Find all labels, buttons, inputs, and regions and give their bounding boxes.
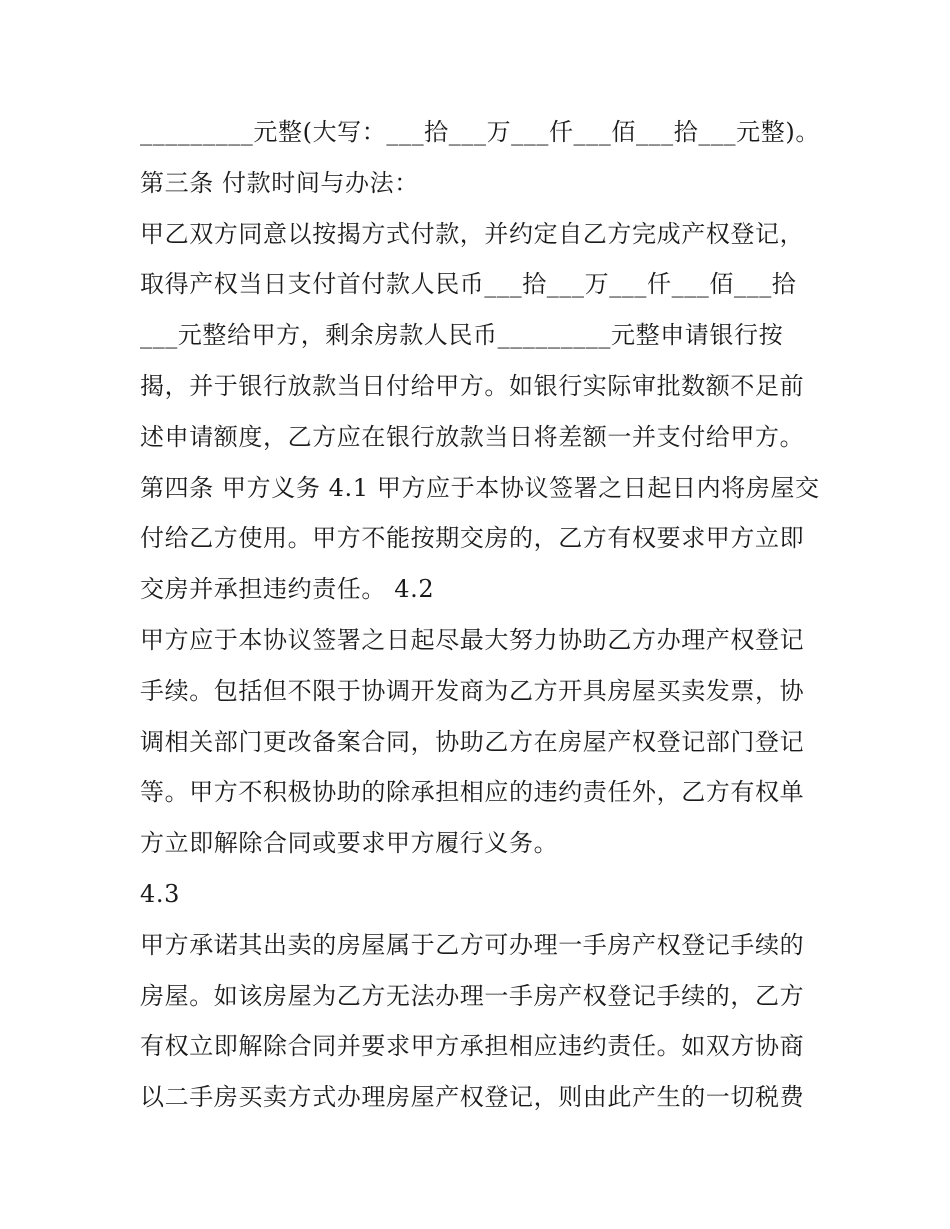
text-line: 有权立即解除合同并要求甲方承担相应违约责任。如双方协商 [140,1032,805,1061]
section-heading-article-3: 第三条 付款时间与办法： [140,168,419,197]
text-line: 揭，并于银行放款当日付给甲方。如银行实际审批数额不足前 [140,371,805,400]
contract-body [140,107,820,1123]
clause-number: 4.3 [140,879,180,908]
text-line: 取得产权当日支付首付款人民币___拾___万___仟___佰___拾 [140,270,797,299]
text-line: 等。甲方不积极协助的除承担相应的违约责任外，乙方有权单 [140,778,805,807]
text-line: 甲方承诺其出卖的房屋属于乙方可办理一手房产权登记手续的 [140,930,805,959]
text-line: 调相关部门更改备案合同，协助乙方在房屋产权登记部门登记 [140,727,805,756]
text-line: ___元整给甲方，剩余房款人民币_________元整申请银行按 [140,321,784,350]
section-heading-article-4: 第四条 甲方义务 4.1 甲方应于本协议签署之日起日内将房屋交 [140,473,820,502]
text-line: 方立即解除合同或要求甲方履行义务。 [140,829,559,858]
text-line: 房屋。如该房屋为乙方无法办理一手房产权登记手续的，乙方 [140,981,805,1010]
text-line: 付给乙方使用。甲方不能按期交房的，乙方有权要求甲方立即 [140,524,805,553]
text-line: 交房并承担违约责任。 4.2 [140,575,435,604]
text-line: 甲方应于本协议签署之日起尽最大努力协助乙方办理产权登记 [140,625,805,654]
text-line: 以二手房买卖方式办理房屋产权登记，则由此产生的一切税费 [140,1083,805,1112]
text-line: 甲乙双方同意以按揭方式付款，并约定自乙方完成产权登记， [140,219,805,248]
text-line: 手续。包括但不限于协调开发商为乙方开具房屋买卖发票，协 [140,676,805,705]
text-line: 述申请额度，乙方应在银行放款当日将差额一并支付给甲方。 [140,422,805,451]
text-line: _________元整(大写：___拾___万___仟___佰___拾___元整)。 [140,118,820,146]
